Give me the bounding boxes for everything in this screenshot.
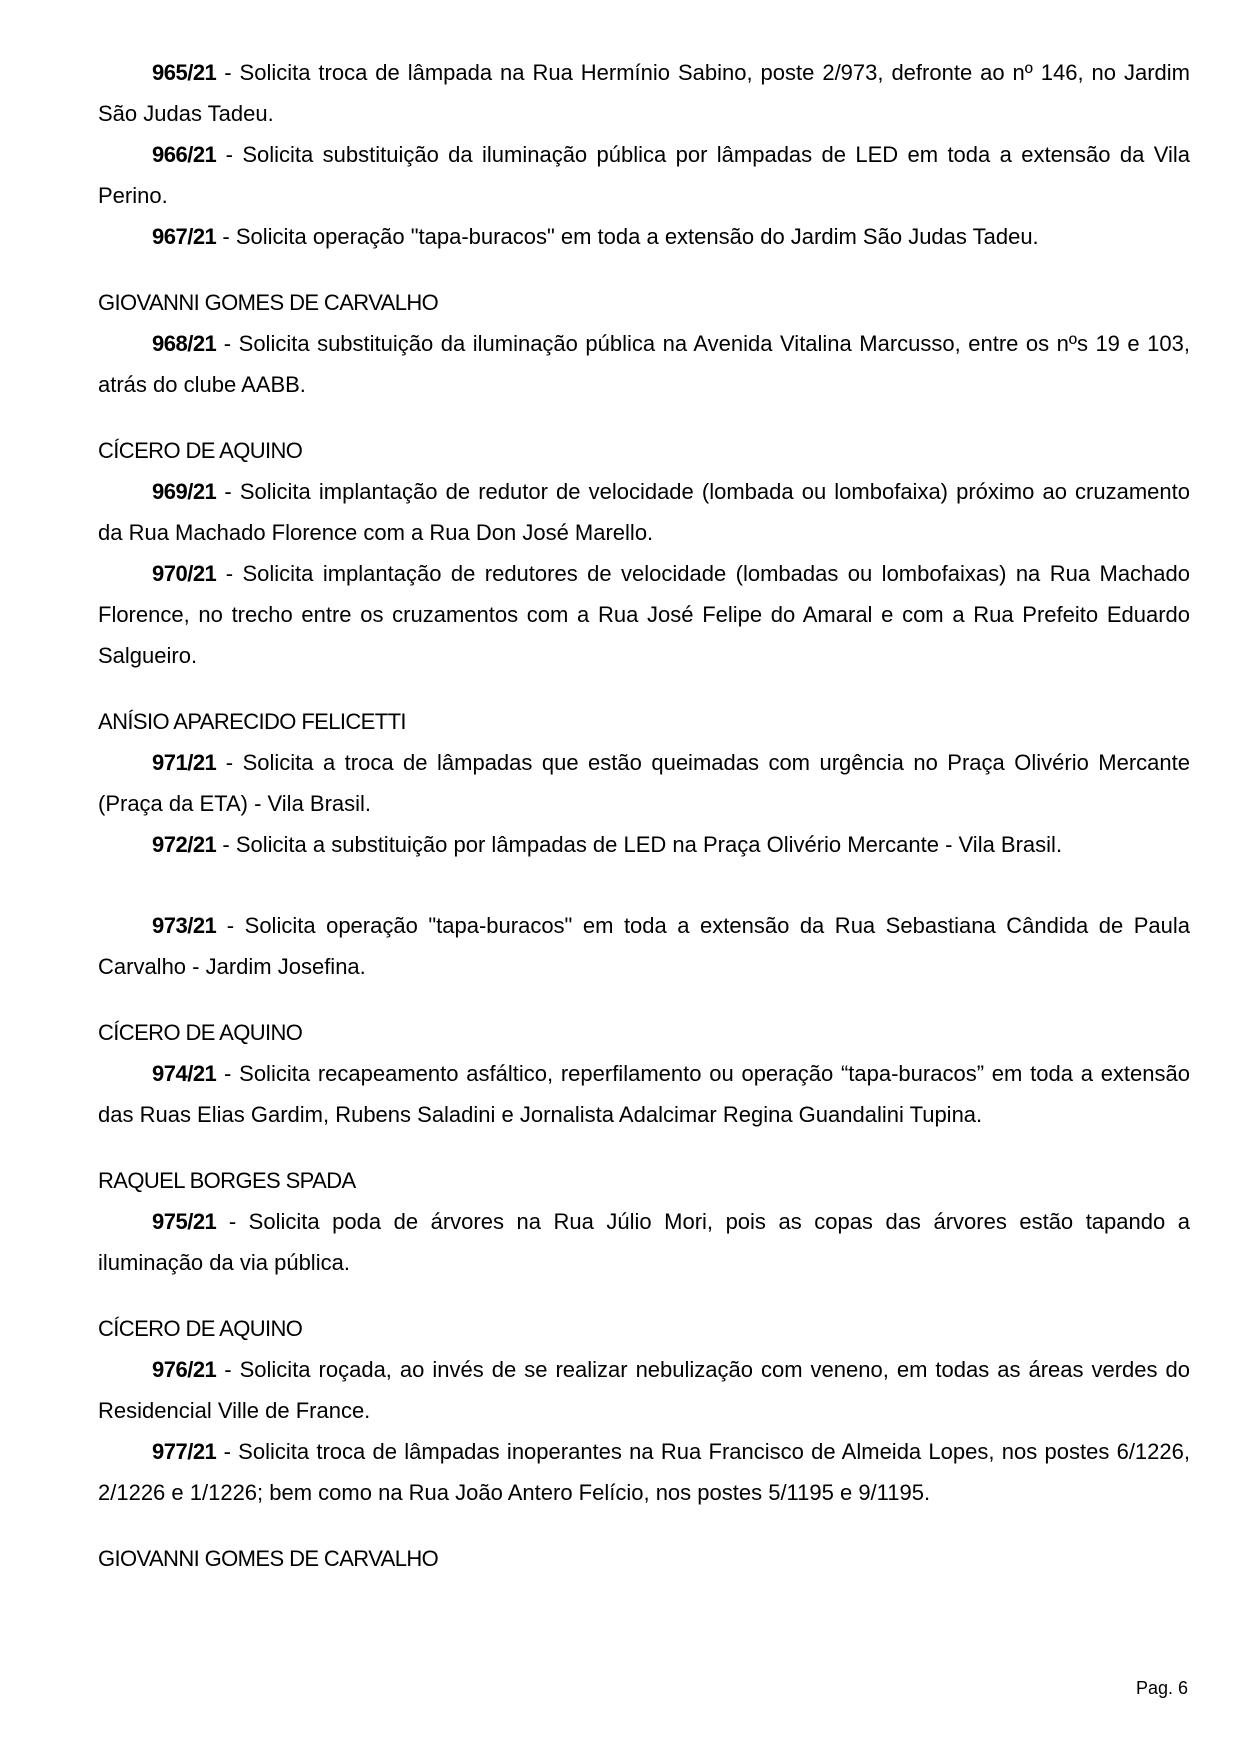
request-number: 970/21: [152, 561, 217, 586]
request-item: [98, 323, 1190, 405]
request-text: - Solicita substituição da iluminação pública na Avenida Vitalina Marcusso, entre os nºs 19 e 103, atrás do clube AABB.: [98, 331, 1190, 397]
section: [98, 1308, 1190, 1513]
page-number: Pag. 6: [1135, 1678, 1188, 1698]
request-number: 965/21: [152, 60, 217, 85]
request-text: - Solicita implantação de redutores de velocidade (lombadas ou lombofaixas) na Rua Machado Florence, no trecho entre os cruzamentos com a Rua José Felipe do Amaral e com a Rua Prefeito Eduardo Salgueiro.: [98, 561, 1190, 668]
request-text: - Solicita roçada, ao invés de se realizar nebulização com veneno, em todas as áreas verdes do Residencial Ville de France.: [98, 1357, 1190, 1423]
request-item: [98, 742, 1190, 824]
request-text: - Solicita a troca de lâmpadas que estão queimadas com urgência no Praça Olivério Mercante (Praça da ETA) - Vila Brasil.: [98, 750, 1190, 816]
section: [98, 701, 1190, 987]
councilor-name: CÍCERO DE AQUINO: [98, 1020, 303, 1045]
request-item: [98, 553, 1190, 676]
section: [98, 1160, 1190, 1283]
request-item: [98, 1349, 1190, 1431]
request-text: - Solicita poda de árvores na Rua Júlio Mori, pois as copas das árvores estão tapando a iluminação da via pública.: [98, 1209, 1190, 1275]
request-item: [98, 1201, 1190, 1283]
request-number: 977/21: [152, 1439, 217, 1464]
request-text: - Solicita recapeamento asfáltico, reperfilamento ou operação “tapa-buracos” em toda a extensão das Ruas Elias Gardim, Rubens Saladini e Jornalista Adalcimar Regina Guandalini Tupina.: [98, 1061, 1190, 1127]
request-text: - Solicita substituição da iluminação pública por lâmpadas de LED em toda a extensão da Vila Perino.: [98, 142, 1190, 208]
request-item: [98, 134, 1190, 216]
request-item: [98, 905, 1190, 987]
request-text: - Solicita operação "tapa-buracos" em toda a extensão da Rua Sebastiana Cândida de Paula Carvalho - Jardim Josefina.: [98, 913, 1190, 979]
section: [98, 1012, 1190, 1135]
councilor-name: CÍCERO DE AQUINO: [98, 438, 303, 463]
request-number: 969/21: [152, 479, 217, 504]
section: [98, 430, 1190, 676]
councilor-name: GIOVANNI GOMES DE CARVALHO: [98, 1546, 439, 1571]
request-item: [98, 471, 1190, 553]
request-text: - Solicita a substituição por lâmpadas de LED na Praça Olivério Mercante - Vila Brasil.: [216, 832, 1063, 857]
request-number: 973/21: [152, 913, 217, 938]
document-page: [98, 52, 1190, 1579]
request-text: - Solicita implantação de redutor de velocidade (lombada ou lombofaixa) próximo ao cruzamento da Rua Machado Florence com a Rua Don José Marello.: [98, 479, 1190, 545]
request-text: - Solicita troca de lâmpadas inoperantes na Rua Francisco de Almeida Lopes, nos postes 6/1226, 2/1226 e 1/1226; bem como na Rua João Antero Felício, nos postes 5/1195 e 9/1195.: [98, 1439, 1190, 1505]
request-item: [98, 216, 1190, 257]
section: [98, 52, 1190, 257]
councilor-name: ANÍSIO APARECIDO FELICETTI: [98, 709, 406, 734]
request-number: 967/21: [152, 224, 217, 249]
request-text: - Solicita troca de lâmpada na Rua Hermínio Sabino, poste 2/973, defronte ao nº 146, no Jardim São Judas Tadeu.: [98, 60, 1190, 126]
section: [98, 282, 1190, 405]
request-number: 975/21: [152, 1209, 217, 1234]
request-number: 968/21: [152, 331, 217, 356]
request-item: [98, 1431, 1190, 1513]
request-item: [98, 1053, 1190, 1135]
request-number: 974/21: [152, 1061, 217, 1086]
request-number: 972/21: [152, 832, 217, 857]
councilor-name: RAQUEL BORGES SPADA: [98, 1168, 356, 1193]
councilor-name: GIOVANNI GOMES DE CARVALHO: [98, 290, 439, 315]
request-number: 966/21: [152, 142, 217, 167]
request-item: [98, 52, 1190, 134]
request-item: [98, 824, 1190, 865]
section: [98, 1538, 1190, 1579]
request-number: 971/21: [152, 750, 217, 775]
councilor-name: CÍCERO DE AQUINO: [98, 1316, 303, 1341]
request-number: 976/21: [152, 1357, 217, 1382]
request-text: - Solicita operação "tapa-buracos" em toda a extensão do Jardim São Judas Tadeu.: [216, 224, 1039, 249]
